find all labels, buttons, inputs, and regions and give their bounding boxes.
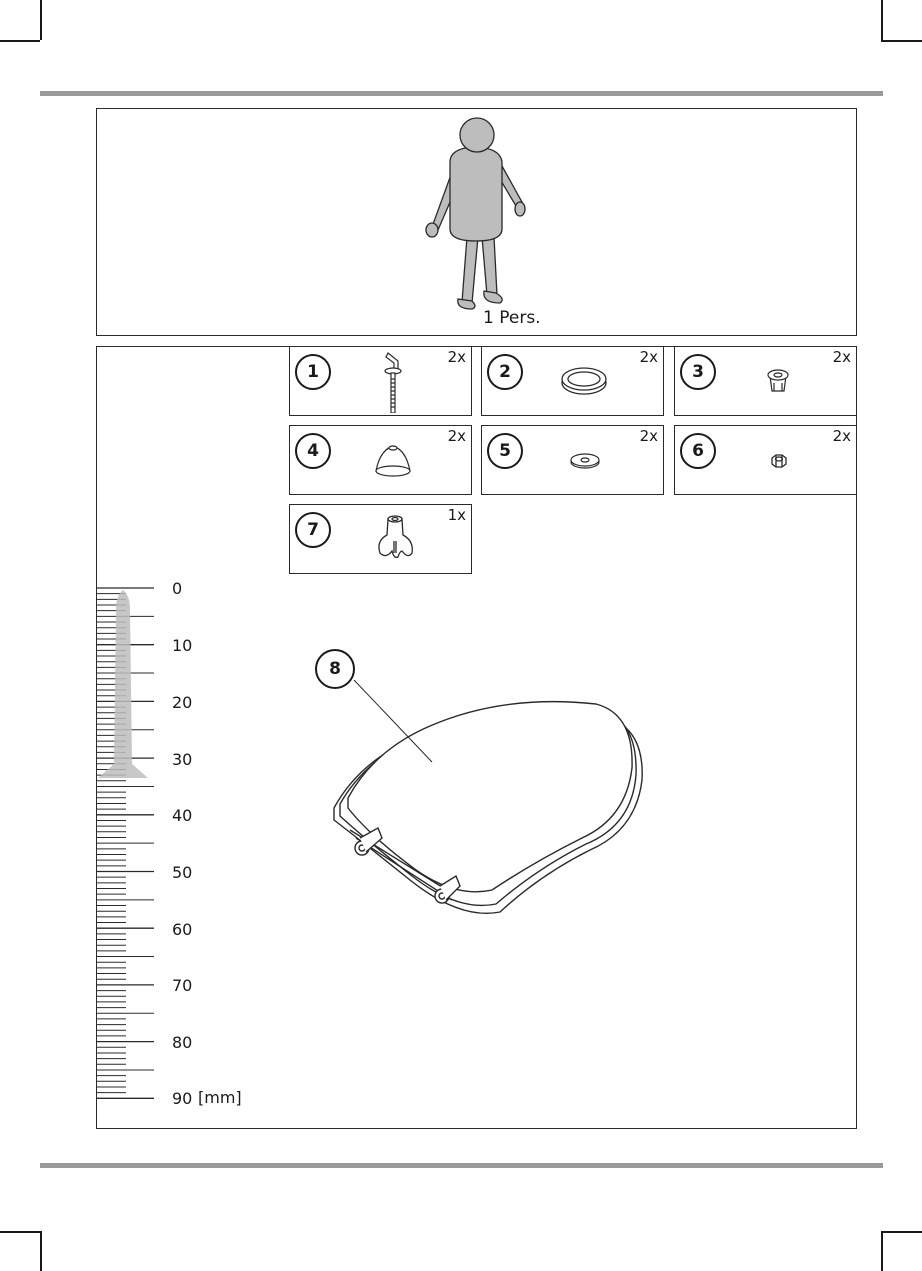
- crop-mark: [0, 1231, 40, 1233]
- hinge-bolt-icon: [350, 349, 440, 413]
- scale-tick-label: 80: [172, 1033, 193, 1052]
- scale-tick-label: 90: [172, 1089, 193, 1108]
- part-number: 4: [295, 433, 331, 469]
- scale-tick-label: 70: [172, 976, 193, 995]
- scale-tick-label: 20: [172, 693, 193, 712]
- scale-tick-label: 0: [172, 579, 183, 598]
- part-1: [289, 346, 472, 416]
- washer-icon: [542, 428, 632, 492]
- seat-callout: 8: [315, 649, 355, 689]
- scale-tick-label: 50: [172, 863, 193, 882]
- screw-icon: [96, 586, 152, 778]
- part-5: [481, 425, 664, 495]
- person-icon: [422, 117, 532, 317]
- toilet-seat-illustration: [320, 680, 660, 920]
- part-3: [674, 346, 857, 416]
- part-quantity: 2x: [832, 427, 851, 445]
- part-quantity: 2x: [447, 348, 466, 366]
- persons-label: 1 Pers.: [483, 308, 541, 328]
- part-number: 7: [295, 512, 331, 548]
- sleeve-icon: [735, 349, 825, 413]
- part-number: 3: [680, 354, 716, 390]
- part-6: [674, 425, 857, 495]
- crop-mark: [40, 0, 42, 40]
- part-number: 1: [295, 354, 331, 390]
- part-quantity: 2x: [639, 348, 658, 366]
- cone-cover-icon: [350, 428, 440, 492]
- part-number: 2: [487, 354, 523, 390]
- part-number: 5: [487, 433, 523, 469]
- part-quantity: 2x: [639, 427, 658, 445]
- persons-panel: [96, 108, 857, 336]
- part-4: [289, 425, 472, 495]
- scale-tick-label: 60: [172, 920, 193, 939]
- crop-mark: [40, 1231, 42, 1271]
- top-rule: [40, 91, 883, 96]
- scale-unit: [mm]: [198, 1088, 242, 1107]
- scale-tick-label: 40: [172, 806, 193, 825]
- crop-mark: [881, 0, 883, 40]
- round-base-icon: [542, 349, 632, 413]
- crop-mark: [0, 40, 40, 42]
- part-number: 6: [680, 433, 716, 469]
- scale-tick-label: 30: [172, 750, 193, 769]
- part-2: [481, 346, 664, 416]
- part-7: [289, 504, 472, 574]
- crop-mark: [881, 1231, 883, 1271]
- key-tool-icon: [350, 507, 440, 571]
- crop-mark: [881, 40, 922, 42]
- nut-icon: [735, 428, 825, 492]
- part-quantity: 2x: [832, 348, 851, 366]
- part-quantity: 2x: [447, 427, 466, 445]
- scale-tick-label: 10: [172, 636, 193, 655]
- bottom-rule: [40, 1163, 883, 1168]
- crop-mark: [881, 1231, 922, 1233]
- part-quantity: 1x: [447, 506, 466, 524]
